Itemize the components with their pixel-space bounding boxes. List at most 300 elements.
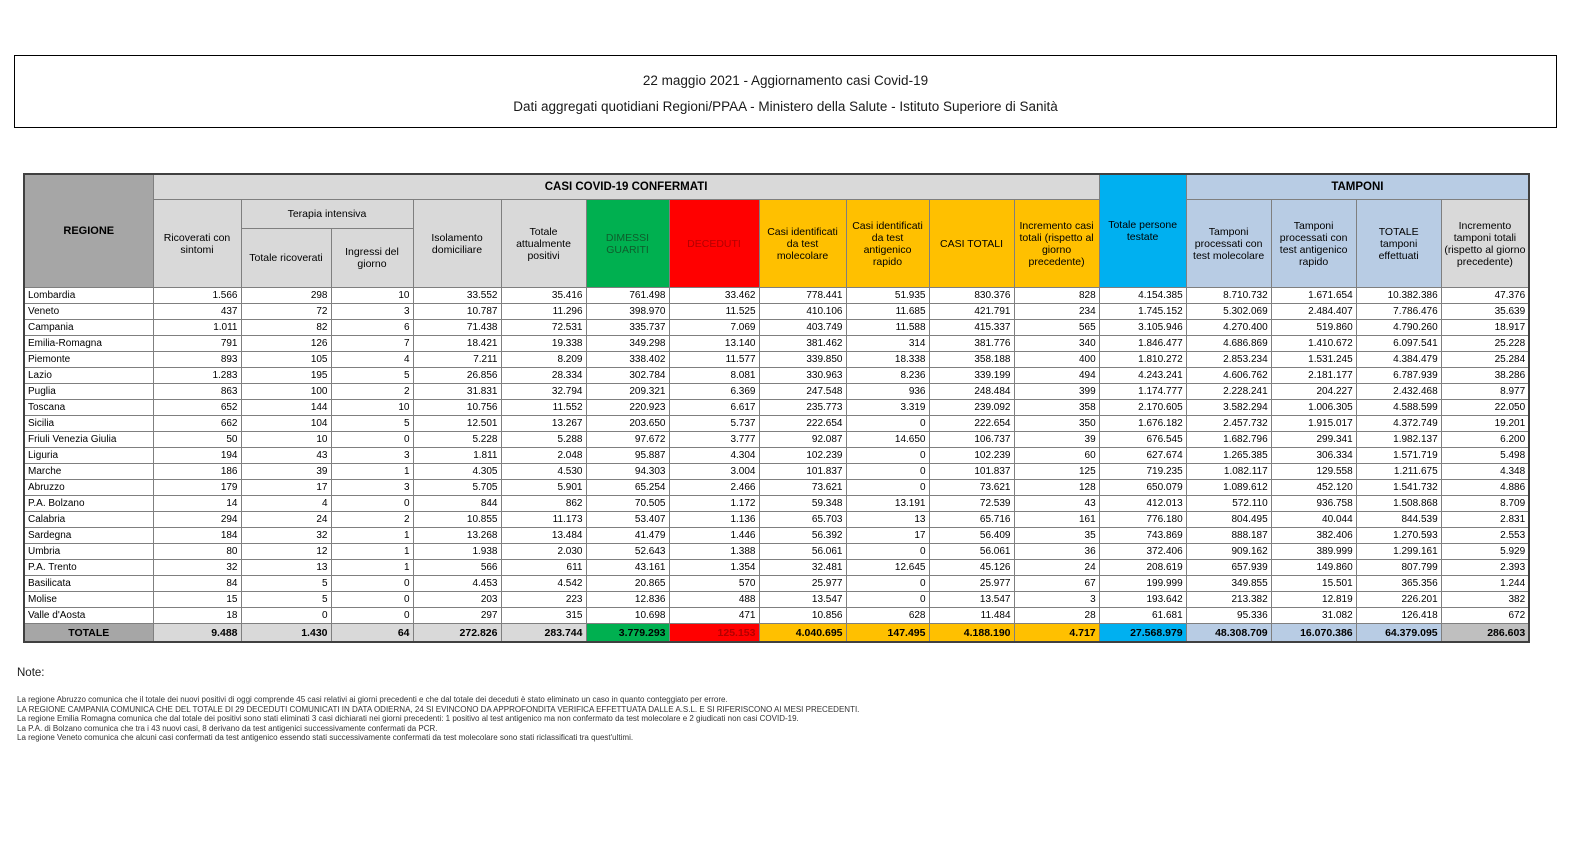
value-cell: 5 bbox=[331, 416, 413, 432]
value-cell: 5.737 bbox=[669, 416, 759, 432]
value-cell: 80 bbox=[153, 544, 241, 560]
value-cell: 7.211 bbox=[413, 352, 501, 368]
value-cell: 381.462 bbox=[759, 336, 846, 352]
value-cell: 572.110 bbox=[1186, 496, 1271, 512]
value-cell: 239.092 bbox=[929, 400, 1014, 416]
value-cell: 101.837 bbox=[929, 464, 1014, 480]
value-cell: 471 bbox=[669, 608, 759, 624]
value-cell: 297 bbox=[413, 608, 501, 624]
value-cell: 488 bbox=[669, 592, 759, 608]
value-cell: 743.869 bbox=[1099, 528, 1186, 544]
note-line: La P.A. di Bolzano comunica che tra i 43 nuovi casi, 8 derivano da test antigenici successivamente confermati da PCR. bbox=[17, 723, 438, 733]
value-cell: 358 bbox=[1014, 400, 1099, 416]
value-cell: 5 bbox=[241, 592, 331, 608]
value-cell: 0 bbox=[846, 576, 929, 592]
value-cell: 412.013 bbox=[1099, 496, 1186, 512]
covid-table-wrap bbox=[23, 173, 1571, 643]
table-row bbox=[24, 352, 1529, 368]
value-cell: 43 bbox=[241, 448, 331, 464]
value-cell: 25.284 bbox=[1441, 352, 1529, 368]
value-cell: 372.406 bbox=[1099, 544, 1186, 560]
value-cell: 11.484 bbox=[929, 608, 1014, 624]
value-cell: 13.484 bbox=[501, 528, 586, 544]
table-row bbox=[24, 512, 1529, 528]
value-cell: 382 bbox=[1441, 592, 1529, 608]
value-cell: 2.170.605 bbox=[1099, 400, 1186, 416]
value-cell: 1.846.477 bbox=[1099, 336, 1186, 352]
header-attualmente-positivi: Totale attualmente positivi bbox=[501, 200, 586, 288]
value-cell: 1.270.593 bbox=[1356, 528, 1441, 544]
value-cell: 0 bbox=[846, 544, 929, 560]
value-cell: 45.126 bbox=[929, 560, 1014, 576]
region-name: P.A. Bolzano bbox=[24, 496, 153, 512]
value-cell: 349.298 bbox=[586, 336, 669, 352]
value-cell: 8.236 bbox=[846, 368, 929, 384]
value-cell: 8.209 bbox=[501, 352, 586, 368]
header-incremento-casi: Incremento casi totali (rispetto al giorno precedente) bbox=[1014, 200, 1099, 288]
value-cell: 20.865 bbox=[586, 576, 669, 592]
value-cell: 18 bbox=[153, 608, 241, 624]
value-cell: 33.462 bbox=[669, 288, 759, 304]
value-cell: 32.481 bbox=[759, 560, 846, 576]
value-cell: 10.856 bbox=[759, 608, 846, 624]
value-cell: 82 bbox=[241, 320, 331, 336]
value-cell: 67 bbox=[1014, 576, 1099, 592]
table-header bbox=[24, 174, 1529, 288]
value-cell: 4.305 bbox=[413, 464, 501, 480]
region-name: Marche bbox=[24, 464, 153, 480]
value-cell: 650.079 bbox=[1099, 480, 1186, 496]
value-cell: 1 bbox=[331, 560, 413, 576]
value-cell: 350 bbox=[1014, 416, 1099, 432]
value-cell: 94.303 bbox=[586, 464, 669, 480]
totale-value-cell: 3.779.293 bbox=[586, 624, 669, 643]
totale-value-cell: 286.603 bbox=[1441, 624, 1529, 643]
region-name: Valle d'Aosta bbox=[24, 608, 153, 624]
value-cell: 95.336 bbox=[1186, 608, 1271, 624]
value-cell: 11.588 bbox=[846, 320, 929, 336]
value-cell: 8.081 bbox=[669, 368, 759, 384]
value-cell: 4.372.749 bbox=[1356, 416, 1441, 432]
value-cell: 8.977 bbox=[1441, 384, 1529, 400]
region-name: Veneto bbox=[24, 304, 153, 320]
value-cell: 10.382.386 bbox=[1356, 288, 1441, 304]
value-cell: 10.787 bbox=[413, 304, 501, 320]
value-cell: 39 bbox=[1014, 432, 1099, 448]
value-cell: 1.244 bbox=[1441, 576, 1529, 592]
value-cell: 1.915.017 bbox=[1271, 416, 1356, 432]
value-cell: 4.886 bbox=[1441, 480, 1529, 496]
value-cell: 5.288 bbox=[501, 432, 586, 448]
value-cell: 4.270.400 bbox=[1186, 320, 1271, 336]
value-cell: 778.441 bbox=[759, 288, 846, 304]
value-cell: 349.855 bbox=[1186, 576, 1271, 592]
value-cell: 1.174.777 bbox=[1099, 384, 1186, 400]
header-band-tamponi: TAMPONI bbox=[1186, 174, 1529, 200]
value-cell: 17 bbox=[241, 480, 331, 496]
value-cell: 52.643 bbox=[586, 544, 669, 560]
value-cell: 2.030 bbox=[501, 544, 586, 560]
value-cell: 4.243.241 bbox=[1099, 368, 1186, 384]
header-band-casi: CASI COVID-19 CONFERMATI bbox=[153, 174, 1099, 200]
value-cell: 71.438 bbox=[413, 320, 501, 336]
value-cell: 10.756 bbox=[413, 400, 501, 416]
value-cell: 7.069 bbox=[669, 320, 759, 336]
totale-value-cell: 4.040.695 bbox=[759, 624, 846, 643]
totale-value-cell: 125.153 bbox=[669, 624, 759, 643]
totale-value-cell: 4.717 bbox=[1014, 624, 1099, 643]
region-name: Piemonte bbox=[24, 352, 153, 368]
value-cell: 14 bbox=[153, 496, 241, 512]
value-cell: 1.531.245 bbox=[1271, 352, 1356, 368]
value-cell: 2.393 bbox=[1441, 560, 1529, 576]
value-cell: 195 bbox=[241, 368, 331, 384]
value-cell: 193.642 bbox=[1099, 592, 1186, 608]
value-cell: 101.837 bbox=[759, 464, 846, 480]
value-cell: 2.432.468 bbox=[1356, 384, 1441, 400]
table-row bbox=[24, 304, 1529, 320]
totale-value-cell: 16.070.386 bbox=[1271, 624, 1356, 643]
value-cell: 223 bbox=[501, 592, 586, 608]
value-cell: 105 bbox=[241, 352, 331, 368]
value-cell: 184 bbox=[153, 528, 241, 544]
value-cell: 1 bbox=[331, 544, 413, 560]
value-cell: 437 bbox=[153, 304, 241, 320]
value-cell: 776.180 bbox=[1099, 512, 1186, 528]
value-cell: 65.254 bbox=[586, 480, 669, 496]
value-cell: 0 bbox=[846, 464, 929, 480]
value-cell: 339.850 bbox=[759, 352, 846, 368]
value-cell: 248.484 bbox=[929, 384, 1014, 400]
value-cell: 226.201 bbox=[1356, 592, 1441, 608]
note-line: La regione Emilia Romagna comunica che dal totale dei positivi sono stati eliminati 3 casi dichiarati nei giorni precedenti: 1 positivo al test antigenico ma non confermato da test molecolare e 2 giudicati non casi COVID-19. bbox=[17, 714, 799, 723]
value-cell: 161 bbox=[1014, 512, 1099, 528]
value-cell: 1.211.675 bbox=[1356, 464, 1441, 480]
value-cell: 13.547 bbox=[929, 592, 1014, 608]
value-cell: 2.553 bbox=[1441, 528, 1529, 544]
value-cell: 828 bbox=[1014, 288, 1099, 304]
value-cell: 415.337 bbox=[929, 320, 1014, 336]
value-cell: 222.654 bbox=[929, 416, 1014, 432]
value-cell: 213.382 bbox=[1186, 592, 1271, 608]
value-cell: 863 bbox=[153, 384, 241, 400]
value-cell: 791 bbox=[153, 336, 241, 352]
value-cell: 3.004 bbox=[669, 464, 759, 480]
value-cell: 844 bbox=[413, 496, 501, 512]
value-cell: 65.716 bbox=[929, 512, 1014, 528]
value-cell: 3 bbox=[331, 304, 413, 320]
value-cell: 32 bbox=[241, 528, 331, 544]
table-row bbox=[24, 320, 1529, 336]
value-cell: 32 bbox=[153, 560, 241, 576]
value-cell: 35 bbox=[1014, 528, 1099, 544]
value-cell: 672 bbox=[1441, 608, 1529, 624]
value-cell: 1.810.272 bbox=[1099, 352, 1186, 368]
value-cell: 234 bbox=[1014, 304, 1099, 320]
value-cell: 302.784 bbox=[586, 368, 669, 384]
value-cell: 294 bbox=[153, 512, 241, 528]
value-cell: 3.777 bbox=[669, 432, 759, 448]
value-cell: 4 bbox=[241, 496, 331, 512]
value-cell: 0 bbox=[846, 416, 929, 432]
value-cell: 1.571.719 bbox=[1356, 448, 1441, 464]
value-cell: 56.061 bbox=[759, 544, 846, 560]
region-name: Campania bbox=[24, 320, 153, 336]
value-cell: 494 bbox=[1014, 368, 1099, 384]
value-cell: 2.466 bbox=[669, 480, 759, 496]
value-cell: 35.639 bbox=[1441, 304, 1529, 320]
value-cell: 36 bbox=[1014, 544, 1099, 560]
value-cell: 222.654 bbox=[759, 416, 846, 432]
value-cell: 628 bbox=[846, 608, 929, 624]
value-cell: 31.831 bbox=[413, 384, 501, 400]
value-cell: 32.794 bbox=[501, 384, 586, 400]
value-cell: 4.588.599 bbox=[1356, 400, 1441, 416]
value-cell: 421.791 bbox=[929, 304, 1014, 320]
header-isolamento: Isolamento domiciliare bbox=[413, 200, 501, 288]
value-cell: 339.199 bbox=[929, 368, 1014, 384]
region-name: Umbria bbox=[24, 544, 153, 560]
value-cell: 335.737 bbox=[586, 320, 669, 336]
value-cell: 203 bbox=[413, 592, 501, 608]
value-cell: 43 bbox=[1014, 496, 1099, 512]
value-cell: 570 bbox=[669, 576, 759, 592]
value-cell: 208.619 bbox=[1099, 560, 1186, 576]
value-cell: 10 bbox=[331, 400, 413, 416]
totale-value-cell: 64.379.095 bbox=[1356, 624, 1441, 643]
value-cell: 70.505 bbox=[586, 496, 669, 512]
value-cell: 566 bbox=[413, 560, 501, 576]
header-ricoverati-sintomi: Ricoverati con sintomi bbox=[153, 200, 241, 288]
value-cell: 149.860 bbox=[1271, 560, 1356, 576]
value-cell: 1.676.182 bbox=[1099, 416, 1186, 432]
value-cell: 102.239 bbox=[759, 448, 846, 464]
value-cell: 12.819 bbox=[1271, 592, 1356, 608]
value-cell: 2.853.234 bbox=[1186, 352, 1271, 368]
value-cell: 314 bbox=[846, 336, 929, 352]
value-cell: 40.044 bbox=[1271, 512, 1356, 528]
value-cell: 403.749 bbox=[759, 320, 846, 336]
value-cell: 1.541.732 bbox=[1356, 480, 1441, 496]
value-cell: 676.545 bbox=[1099, 432, 1186, 448]
value-cell: 13 bbox=[846, 512, 929, 528]
value-cell: 807.799 bbox=[1356, 560, 1441, 576]
value-cell: 519.860 bbox=[1271, 320, 1356, 336]
value-cell: 199.999 bbox=[1099, 576, 1186, 592]
value-cell: 235.773 bbox=[759, 400, 846, 416]
value-cell: 936.758 bbox=[1271, 496, 1356, 512]
value-cell: 106.737 bbox=[929, 432, 1014, 448]
value-cell: 0 bbox=[331, 592, 413, 608]
value-cell: 306.334 bbox=[1271, 448, 1356, 464]
value-cell: 7.786.476 bbox=[1356, 304, 1441, 320]
region-name: Liguria bbox=[24, 448, 153, 464]
region-name: Emilia-Romagna bbox=[24, 336, 153, 352]
table-row bbox=[24, 592, 1529, 608]
value-cell: 3.319 bbox=[846, 400, 929, 416]
header-tamponi-antigenico: Tamponi processati con test antigenico rapido bbox=[1271, 200, 1356, 288]
value-cell: 6.200 bbox=[1441, 432, 1529, 448]
value-cell: 11.552 bbox=[501, 400, 586, 416]
value-cell: 4.606.762 bbox=[1186, 368, 1271, 384]
value-cell: 888.187 bbox=[1186, 528, 1271, 544]
header-ingressi-giorno: Ingressi del giorno bbox=[331, 229, 413, 288]
table-row bbox=[24, 480, 1529, 496]
value-cell: 19.201 bbox=[1441, 416, 1529, 432]
value-cell: 41.479 bbox=[586, 528, 669, 544]
value-cell: 5.498 bbox=[1441, 448, 1529, 464]
header-incremento-tamponi: Incremento tamponi totali (rispetto al giorno precedente) bbox=[1441, 200, 1529, 288]
value-cell: 804.495 bbox=[1186, 512, 1271, 528]
value-cell: 14.650 bbox=[846, 432, 929, 448]
header-regione: REGIONE bbox=[24, 174, 153, 288]
value-cell: 1.811 bbox=[413, 448, 501, 464]
header-totale-tamponi: TOTALE tamponi effettuati bbox=[1356, 200, 1441, 288]
header-casi-totali: CASI TOTALI bbox=[929, 200, 1014, 288]
totale-value-cell: 48.308.709 bbox=[1186, 624, 1271, 643]
value-cell: 59.348 bbox=[759, 496, 846, 512]
value-cell: 1.136 bbox=[669, 512, 759, 528]
report-subtitle: Dati aggregati quotidiani Regioni/PPAA - Ministero della Salute - Istituto Superiore di Sanità bbox=[513, 99, 1058, 114]
value-cell: 3.582.294 bbox=[1186, 400, 1271, 416]
value-cell: 1.388 bbox=[669, 544, 759, 560]
table-row bbox=[24, 288, 1529, 304]
value-cell: 126.418 bbox=[1356, 608, 1441, 624]
value-cell: 194 bbox=[153, 448, 241, 464]
value-cell: 7 bbox=[331, 336, 413, 352]
value-cell: 652 bbox=[153, 400, 241, 416]
value-cell: 102.239 bbox=[929, 448, 1014, 464]
notes-label: Note: bbox=[17, 667, 45, 679]
value-cell: 1.682.796 bbox=[1186, 432, 1271, 448]
value-cell: 4.790.260 bbox=[1356, 320, 1441, 336]
note-line: La regione Abruzzo comunica che il totale dei nuovi positivi di oggi comprende 45 casi relativi ai giorni precedenti e che dal totale dei deceduti è stato eliminato un caso in quanto conteggiato per errore. bbox=[17, 695, 728, 704]
value-cell: 452.120 bbox=[1271, 480, 1356, 496]
value-cell: 179 bbox=[153, 480, 241, 496]
value-cell: 382.406 bbox=[1271, 528, 1356, 544]
value-cell: 761.498 bbox=[586, 288, 669, 304]
value-cell: 18.338 bbox=[846, 352, 929, 368]
value-cell: 24 bbox=[241, 512, 331, 528]
value-cell: 12 bbox=[241, 544, 331, 560]
value-cell: 100 bbox=[241, 384, 331, 400]
note-line: La regione Veneto comunica che alcuni casi confermati da test antigenico essendo stati successivamente confermati da test molecolare sono stati riclassificati tra quest'ultimi. bbox=[17, 733, 634, 742]
value-cell: 4.453 bbox=[413, 576, 501, 592]
value-cell: 10 bbox=[241, 432, 331, 448]
value-cell: 25.977 bbox=[759, 576, 846, 592]
value-cell: 28 bbox=[1014, 608, 1099, 624]
totale-row bbox=[24, 624, 1529, 643]
header-casi-antigenico: Casi identificati da test antigenico rapido bbox=[846, 200, 929, 288]
value-cell: 627.674 bbox=[1099, 448, 1186, 464]
totale-value-cell: 64 bbox=[331, 624, 413, 643]
value-cell: 5.228 bbox=[413, 432, 501, 448]
value-cell: 365.356 bbox=[1356, 576, 1441, 592]
value-cell: 5.302.069 bbox=[1186, 304, 1271, 320]
value-cell: 1.410.672 bbox=[1271, 336, 1356, 352]
value-cell: 13.140 bbox=[669, 336, 759, 352]
value-cell: 18.917 bbox=[1441, 320, 1529, 336]
value-cell: 1.089.612 bbox=[1186, 480, 1271, 496]
value-cell: 22.050 bbox=[1441, 400, 1529, 416]
region-name: P.A. Trento bbox=[24, 560, 153, 576]
value-cell: 12.836 bbox=[586, 592, 669, 608]
value-cell: 203.650 bbox=[586, 416, 669, 432]
value-cell: 1.982.137 bbox=[1356, 432, 1441, 448]
value-cell: 11.525 bbox=[669, 304, 759, 320]
value-cell: 330.963 bbox=[759, 368, 846, 384]
value-cell: 4.686.869 bbox=[1186, 336, 1271, 352]
value-cell: 26.856 bbox=[413, 368, 501, 384]
value-cell: 73.621 bbox=[759, 480, 846, 496]
value-cell: 5 bbox=[241, 576, 331, 592]
value-cell: 84 bbox=[153, 576, 241, 592]
value-cell: 340 bbox=[1014, 336, 1099, 352]
value-cell: 3 bbox=[331, 480, 413, 496]
value-cell: 24 bbox=[1014, 560, 1099, 576]
table-row bbox=[24, 368, 1529, 384]
value-cell: 315 bbox=[501, 608, 586, 624]
value-cell: 5.705 bbox=[413, 480, 501, 496]
value-cell: 3 bbox=[331, 448, 413, 464]
value-cell: 43.161 bbox=[586, 560, 669, 576]
value-cell: 220.923 bbox=[586, 400, 669, 416]
value-cell: 0 bbox=[241, 608, 331, 624]
value-cell: 1.354 bbox=[669, 560, 759, 576]
value-cell: 657.939 bbox=[1186, 560, 1271, 576]
value-cell: 2.181.177 bbox=[1271, 368, 1356, 384]
value-cell: 247.548 bbox=[759, 384, 846, 400]
value-cell: 1.265.385 bbox=[1186, 448, 1271, 464]
value-cell: 204.227 bbox=[1271, 384, 1356, 400]
totale-value-cell: 147.495 bbox=[846, 624, 929, 643]
value-cell: 1.082.117 bbox=[1186, 464, 1271, 480]
region-name: Molise bbox=[24, 592, 153, 608]
value-cell: 15 bbox=[153, 592, 241, 608]
value-cell: 11.577 bbox=[669, 352, 759, 368]
value-cell: 25.977 bbox=[929, 576, 1014, 592]
value-cell: 5 bbox=[331, 368, 413, 384]
totale-value-cell: 27.568.979 bbox=[1099, 624, 1186, 643]
totale-value-cell: 9.488 bbox=[153, 624, 241, 643]
value-cell: 209.321 bbox=[586, 384, 669, 400]
value-cell: 72.531 bbox=[501, 320, 586, 336]
value-cell: 33.552 bbox=[413, 288, 501, 304]
value-cell: 6.369 bbox=[669, 384, 759, 400]
value-cell: 1.446 bbox=[669, 528, 759, 544]
value-cell: 298 bbox=[241, 288, 331, 304]
value-cell: 0 bbox=[331, 496, 413, 512]
value-cell: 11.296 bbox=[501, 304, 586, 320]
value-cell: 611 bbox=[501, 560, 586, 576]
value-cell: 15.501 bbox=[1271, 576, 1356, 592]
table-row bbox=[24, 432, 1529, 448]
value-cell: 95.887 bbox=[586, 448, 669, 464]
notes-section bbox=[17, 667, 1571, 743]
value-cell: 2 bbox=[331, 384, 413, 400]
region-name: Basilicata bbox=[24, 576, 153, 592]
value-cell: 13.191 bbox=[846, 496, 929, 512]
header-totale-ricoverati: Totale ricoverati bbox=[241, 229, 331, 288]
table-row bbox=[24, 576, 1529, 592]
table-row bbox=[24, 528, 1529, 544]
value-cell: 126 bbox=[241, 336, 331, 352]
table-row bbox=[24, 464, 1529, 480]
value-cell: 4.542 bbox=[501, 576, 586, 592]
region-name: Sicilia bbox=[24, 416, 153, 432]
value-cell: 0 bbox=[846, 592, 929, 608]
region-name: Lazio bbox=[24, 368, 153, 384]
